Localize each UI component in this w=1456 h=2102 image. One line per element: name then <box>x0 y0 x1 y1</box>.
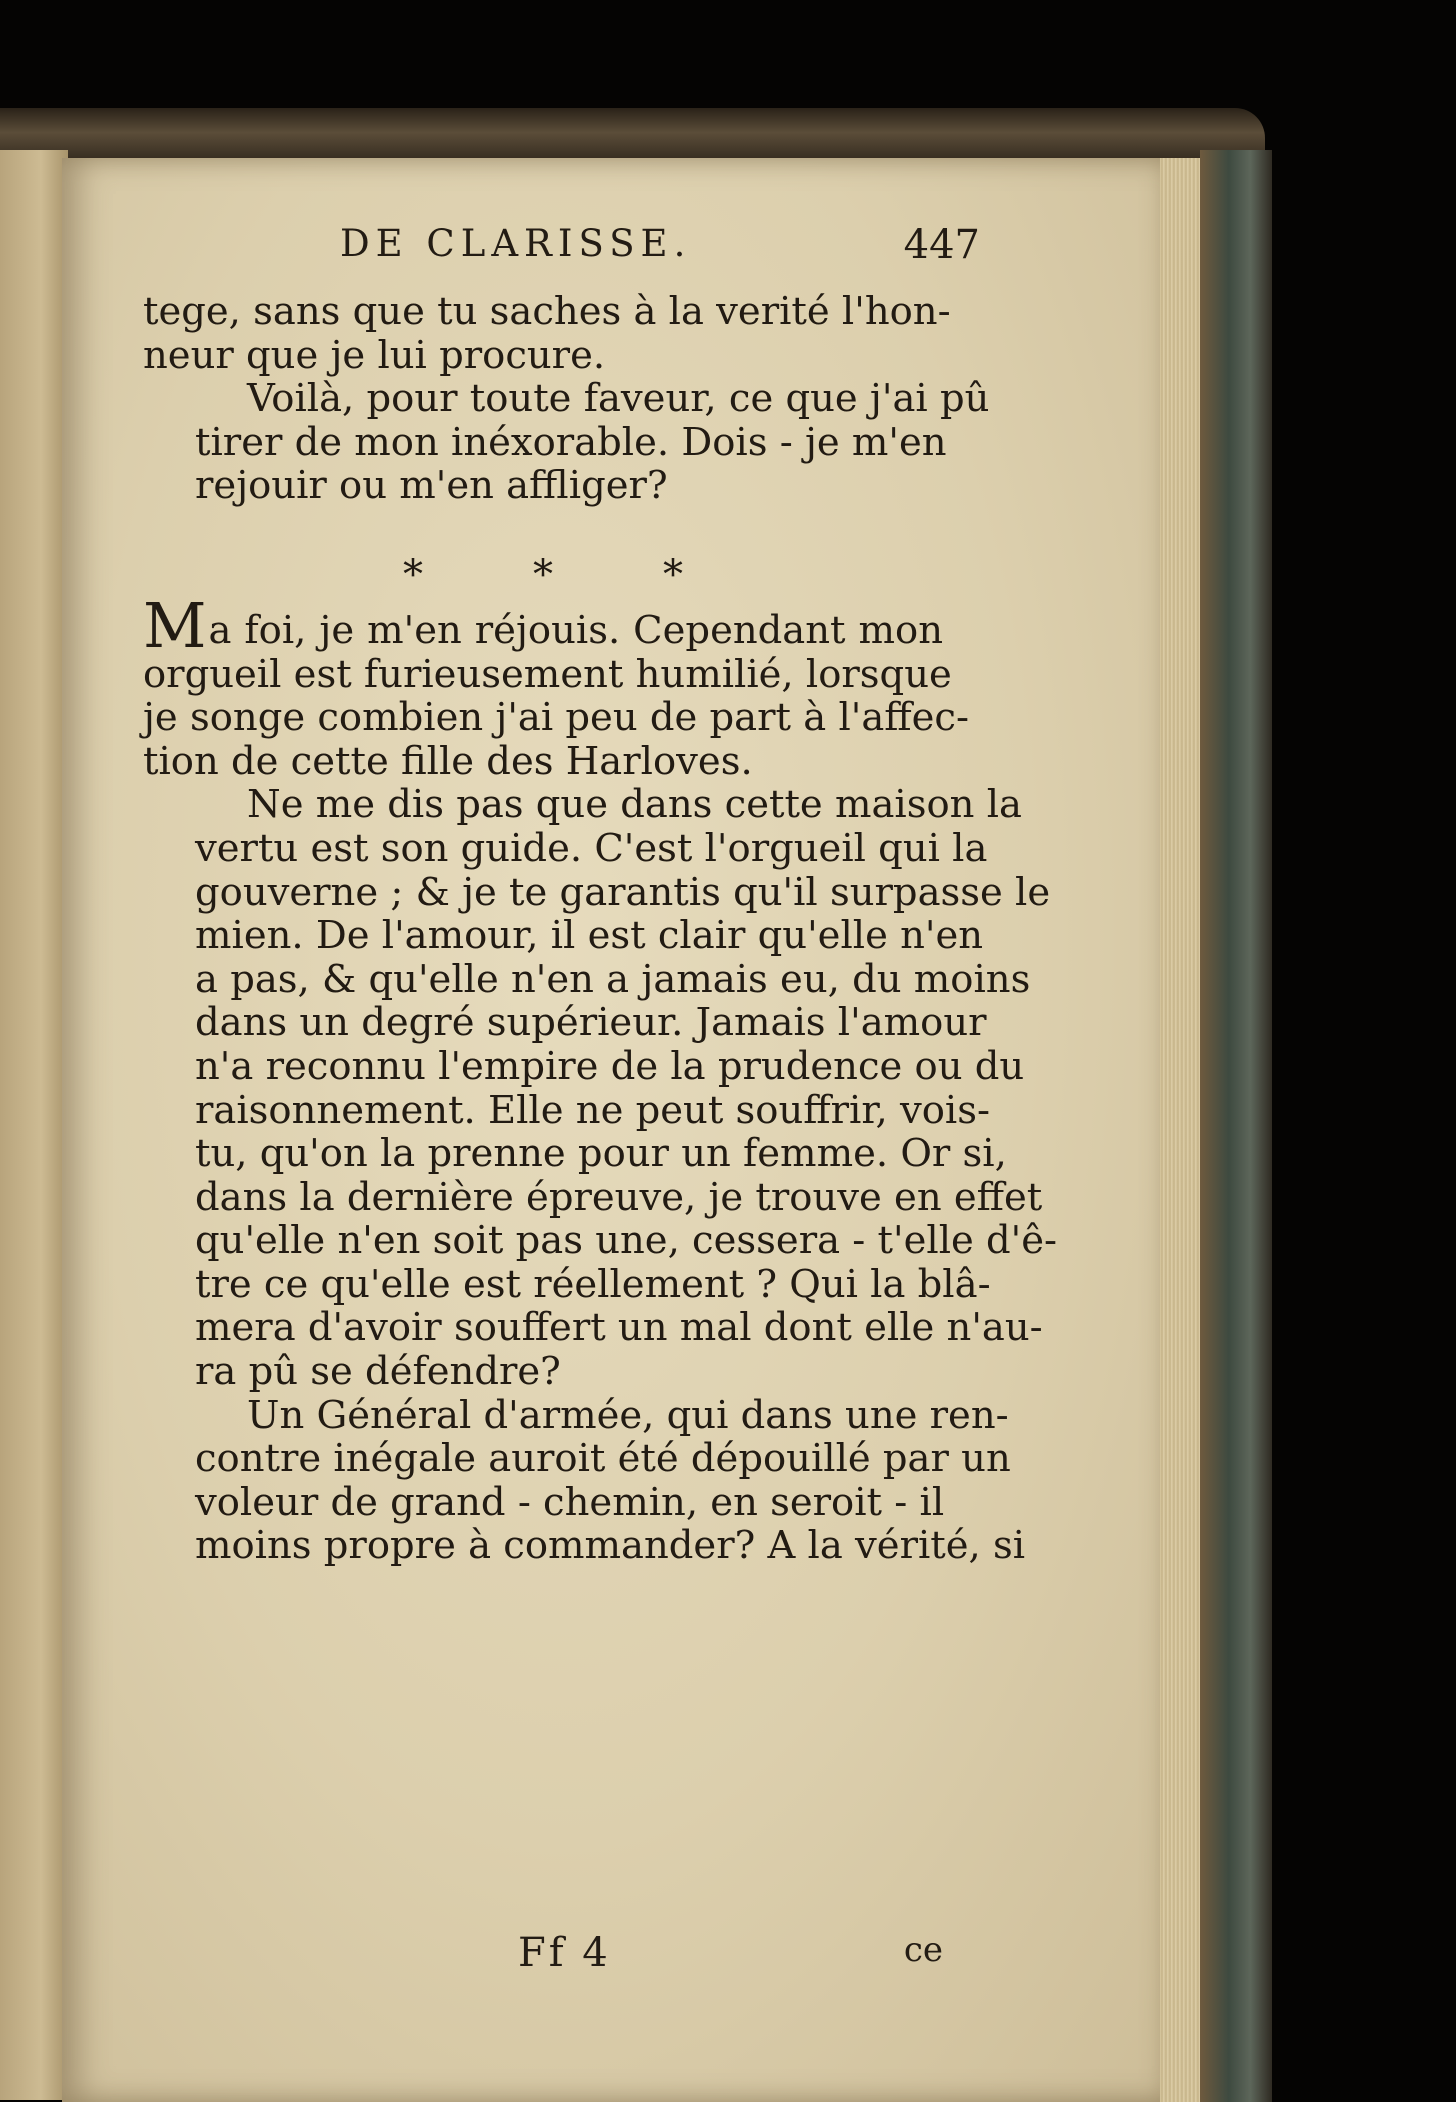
text-line: neur que je lui procure. <box>143 332 606 378</box>
drop-cap: M <box>143 588 207 662</box>
section-separator <box>143 552 943 598</box>
paragraph <box>143 782 1058 1395</box>
page-header <box>340 222 980 272</box>
text-line: dans la dernière épreuve, je trouve en effet <box>195 1174 1043 1220</box>
text-line: tre ce qu'elle est réellement ? Qui la blâ- <box>195 1261 991 1307</box>
text-line: rejouir ou m'en affliger? <box>195 463 668 509</box>
paragraph <box>143 588 970 784</box>
text-line: orgueil est furieusement humilié, lorsque <box>143 651 952 697</box>
text-line: ra pû se défendre? <box>195 1349 561 1395</box>
text-line: Voilà, pour toute faveur, ce que j'ai pû <box>247 376 990 422</box>
facing-page-edge <box>0 150 68 2100</box>
text-line: tirer de mon inéxorable. Dois - je m'en <box>195 419 947 465</box>
page-number: 447 <box>903 222 980 268</box>
text-line: Un Général d'armée, qui dans une ren- <box>247 1392 1009 1438</box>
text-line: moins propre à commander? A la vérité, si <box>195 1523 1026 1569</box>
text-line-rest: a foi, je m'en réjouis. Cependant mon <box>208 607 943 653</box>
text-line: qu'elle n'en soit pas une, cessera - t'elle d'ê- <box>195 1218 1058 1264</box>
signature-mark: Ff 4 <box>518 1930 611 1976</box>
text-line: n'a reconnu l'empire de la prudence ou du <box>195 1043 1025 1089</box>
text-line: a pas, & qu'elle n'en a jamais eu, du moins <box>195 956 1031 1002</box>
text-line: tion de cette fille des Harloves. <box>143 738 753 784</box>
text-line <box>143 588 943 662</box>
text-line: je songe combien j'ai peu de part à l'affec- <box>143 695 970 741</box>
text-line: vertu est son guide. C'est l'orgueil qui la <box>195 825 988 871</box>
text-line: gouverne ; & je te garantis qu'il surpasse le <box>195 869 1051 915</box>
body-text <box>143 289 1058 1569</box>
page-fore-edge <box>1160 158 1200 2102</box>
asterisk: * <box>403 551 423 598</box>
text-line: dans un degré supérieur. Jamais l'amour <box>195 1000 987 1046</box>
text-line: contre inégale auroit été dépouillé par un <box>195 1436 1011 1482</box>
text-line: Ne me dis pas que dans cette maison la <box>247 782 1022 828</box>
asterisk: * <box>533 551 553 598</box>
asterisk: * <box>663 551 683 598</box>
book-cover-edge <box>1200 150 1272 2102</box>
text-line: tege, sans que tu saches à la verité l'hon- <box>143 289 951 334</box>
catchword: ce <box>903 1930 943 1970</box>
paragraph <box>143 1392 1026 1569</box>
text-line: voleur de grand - chemin, en seroit - il <box>195 1479 945 1525</box>
text-line: mien. De l'amour, il est clair qu'elle n'en <box>195 913 984 959</box>
text-line: tu, qu'on la prenne pour un femme. Or si, <box>195 1131 1007 1177</box>
paragraph <box>143 289 951 378</box>
running-head: DE CLARISSE. <box>340 222 692 265</box>
page-footer <box>143 1930 943 1976</box>
text-line: raisonnement. Elle ne peut souffrir, vois- <box>195 1087 990 1133</box>
paragraph <box>143 376 990 509</box>
text-line: mera d'avoir souffert un mal dont elle n'au- <box>195 1305 1043 1351</box>
